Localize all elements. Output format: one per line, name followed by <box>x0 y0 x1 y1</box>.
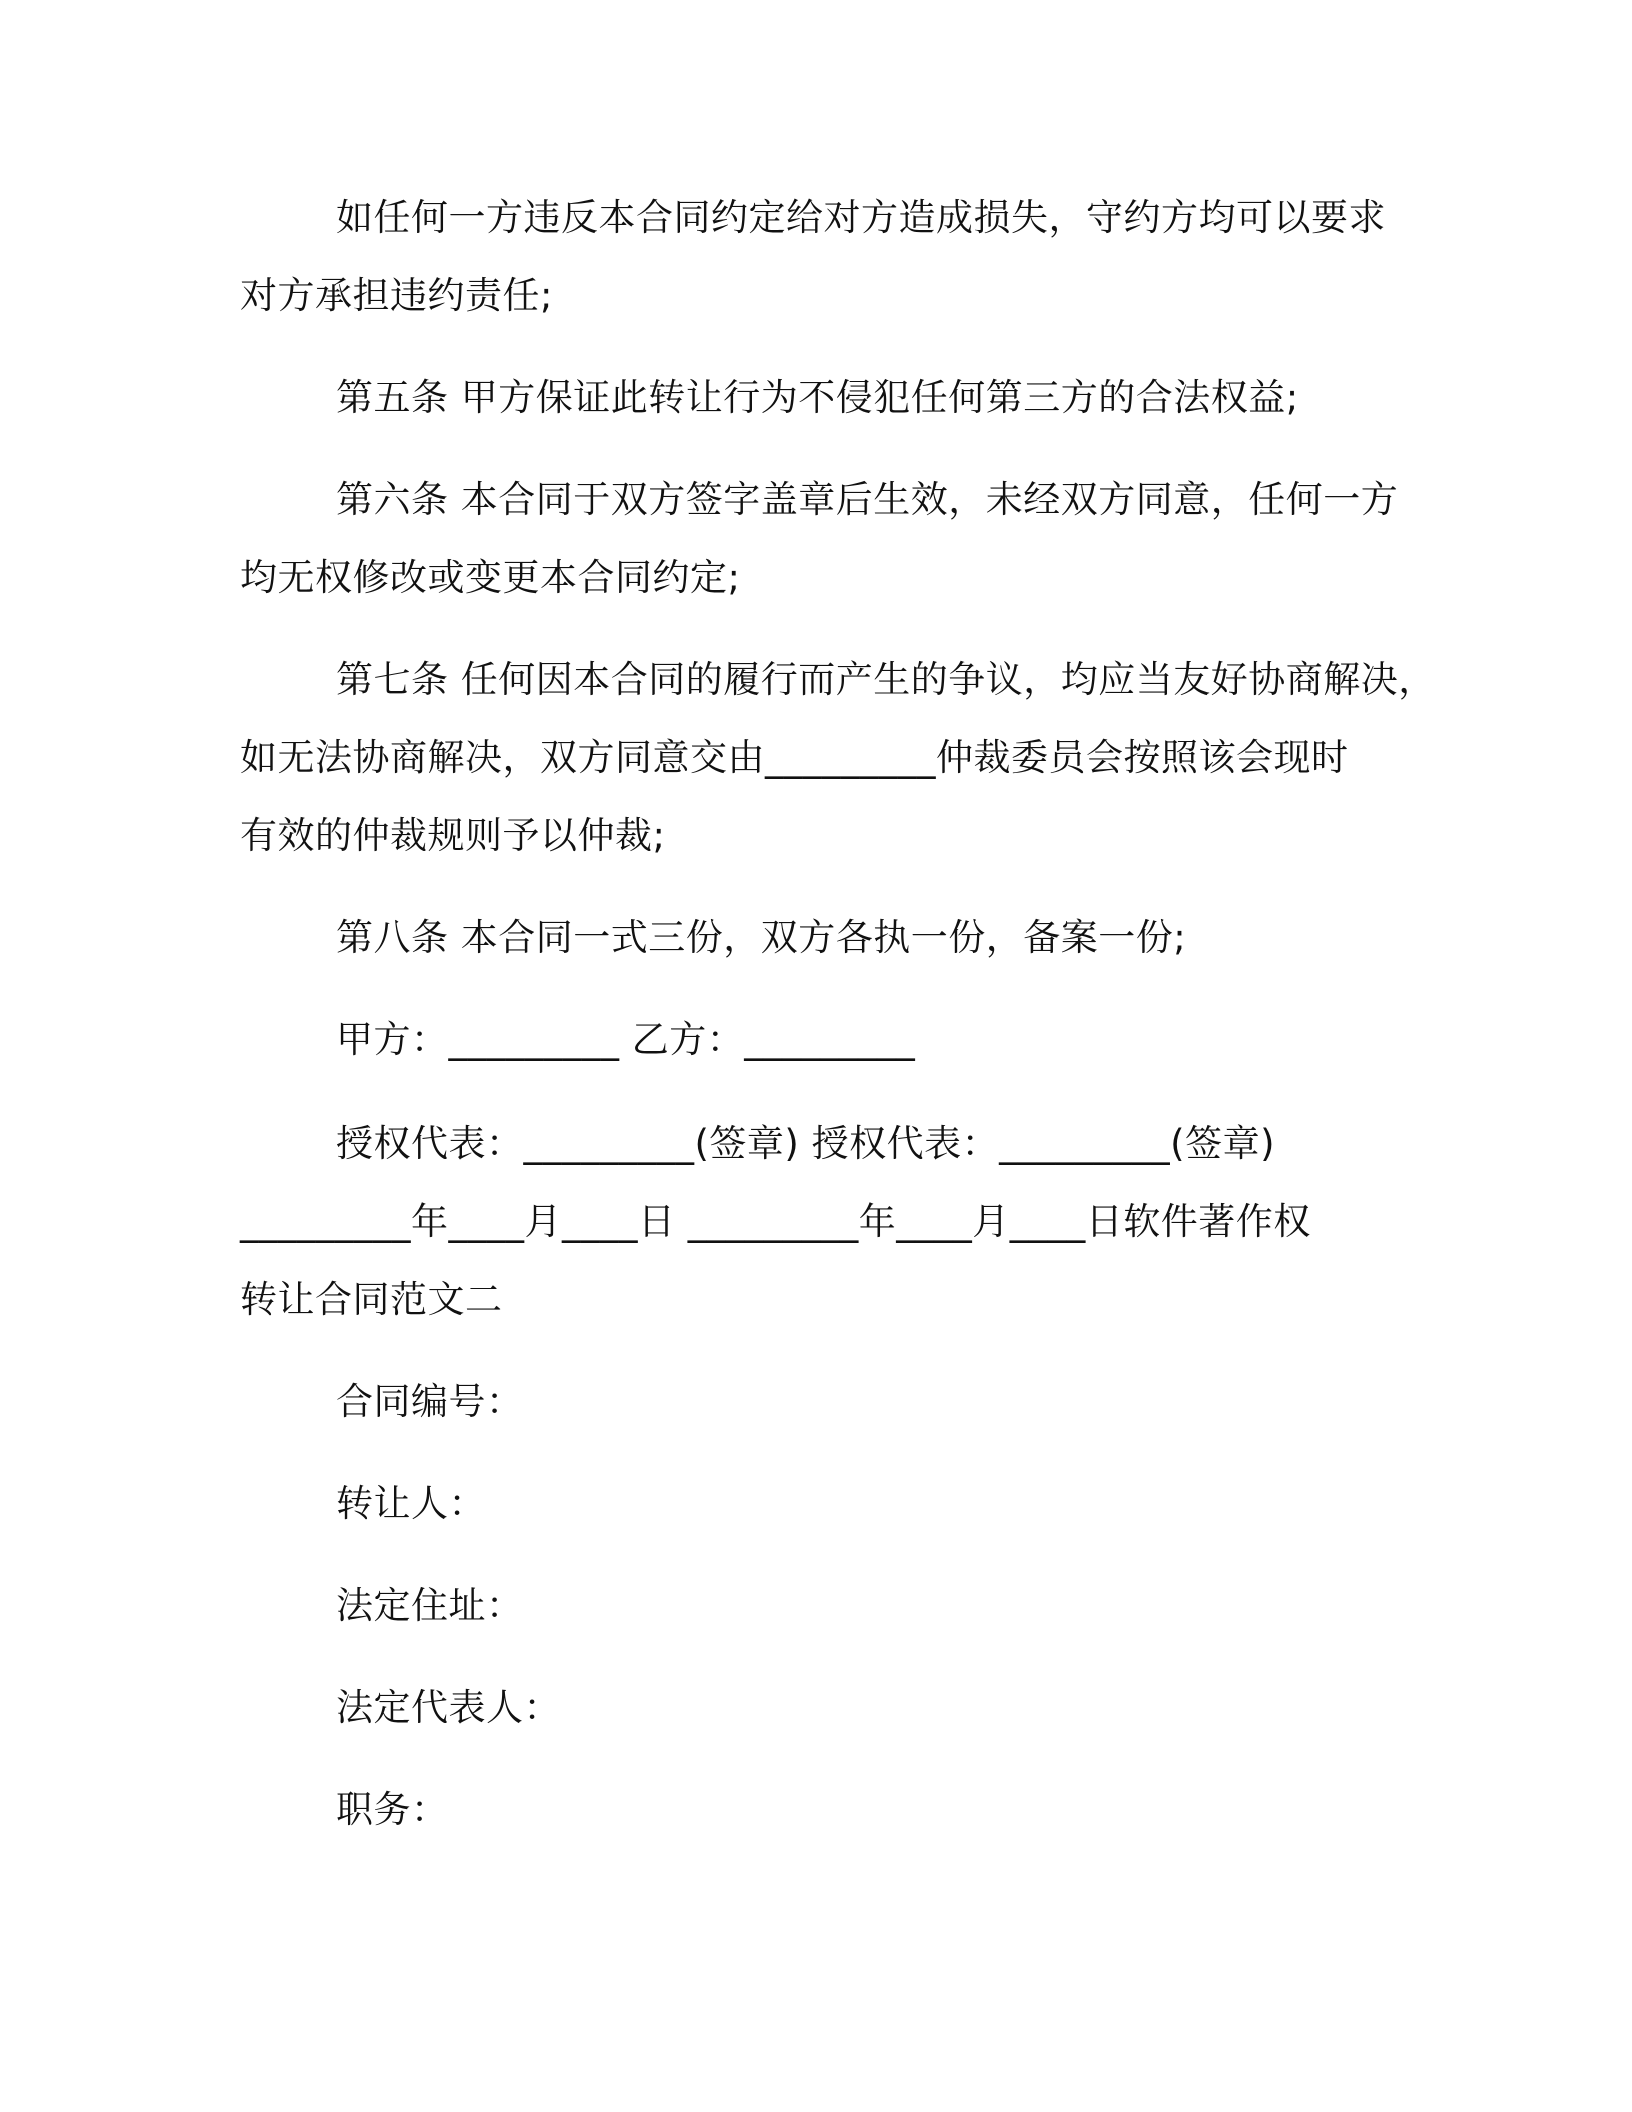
article-6-line-2: 均无权修改或变更本合同约定; <box>240 556 741 599</box>
section-title: 转让合同范文二 <box>240 1278 503 1321</box>
article-8: 第八条 本合同一式三份，双方各执一份，备案一份; <box>336 916 1187 959</box>
legal-representative-label: 法定代表人： <box>336 1686 561 1729</box>
article-7-line-1: 第七条 任何因本合同的履行而产生的争议，均应当友好协商解决， <box>336 658 1436 701</box>
article-7-line-2: 如无法协商解决，双方同意交由_________仲裁委员会按照该会现时 <box>240 736 1349 779</box>
legal-address-label: 法定住址： <box>336 1584 524 1627</box>
authorized-representative-line: 授权代表：_________(签章) 授权代表：_________(签章) <box>336 1122 1276 1165</box>
contract-number-label: 合同编号： <box>336 1380 524 1423</box>
position-label: 职务： <box>336 1788 449 1831</box>
article-5: 第五条 甲方保证此转让行为不侵犯任何第三方的合法权益; <box>336 376 1299 419</box>
paragraph-breach-line-1: 如任何一方违反本合同约定给对方造成损失，守约方均可以要求 <box>336 196 1386 239</box>
article-7-line-3: 有效的仲裁规则予以仲裁; <box>240 814 666 857</box>
article-6-line-1: 第六条 本合同于双方签字盖章后生效，未经双方同意，任何一方 <box>336 478 1399 521</box>
date-line: _________年____月____日 _________年____月____日软件著作权 <box>240 1200 1311 1243</box>
party-signature-line: 甲方：_________ 乙方：_________ <box>336 1018 916 1061</box>
paragraph-breach-line-2: 对方承担违约责任; <box>240 274 553 317</box>
transferor-label: 转让人： <box>336 1482 486 1525</box>
